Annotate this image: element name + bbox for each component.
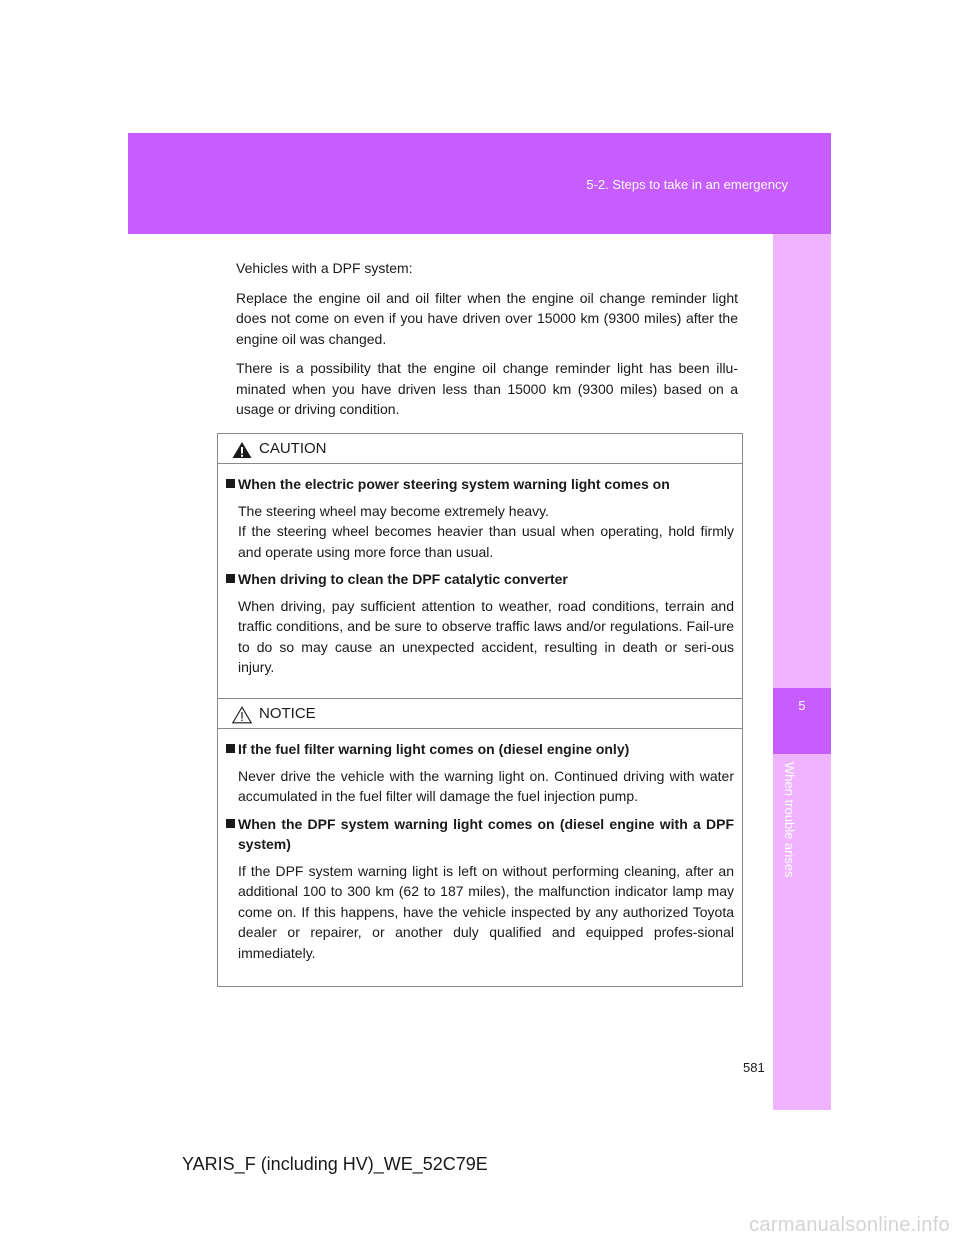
- square-bullet-icon: [226, 744, 235, 753]
- intro-paragraph: Replace the engine oil and oil filter when the engine oil change reminder light does not come on even if you have driven over 15000 km (9300 miles) after the engine oil was changed.: [236, 289, 738, 347]
- caution-label: CAUTION: [259, 440, 327, 457]
- square-bullet-icon: [226, 574, 235, 583]
- caution-item-title-text: When the electric power steering system warning light comes on: [238, 476, 670, 492]
- caution-header: [218, 434, 742, 464]
- chapter-number-box: [773, 688, 831, 754]
- square-bullet-icon: [226, 479, 235, 488]
- notice-item-title: [218, 814, 742, 855]
- warning-triangle-outline-icon: [232, 706, 252, 724]
- notice-body: [218, 729, 742, 986]
- notice-header: [218, 699, 742, 729]
- chapter-number: 5: [798, 698, 806, 713]
- intro-paragraph: There is a possibility that the engine oil change reminder light has been illu-minated when you have driven less than 15000 km (9300 miles) based on a usage or driving condition.: [236, 360, 738, 417]
- caution-body: [218, 464, 742, 701]
- caution-item-text: If the steering wheel becomes heavier than usual when operating, hold firmly and operate using more force than usual.: [238, 523, 734, 560]
- notice-item-text: If the DPF system warning light is left on without performing cleaning, after an additional 100 to 300 km (62 to 187 miles), the malfunction indicator lamp may come on. If this happens, have the vehicle inspected by any authorized Toyota dealer or repairer, or another duly qualified and equipped profes-sional immediately.: [238, 862, 734, 961]
- document-footer: YARIS_F (including HV)_WE_52C79E: [182, 1154, 488, 1174]
- chapter-side-tab: [773, 234, 831, 1110]
- caution-item-title: [218, 569, 742, 590]
- caution-item-text: The steering wheel may become extremely heavy.: [238, 502, 549, 519]
- caution-box: [217, 433, 743, 702]
- intro-heading: Vehicles with a DPF system:: [236, 260, 413, 276]
- notice-item-title: [218, 739, 742, 760]
- section-title: 5-2. Steps to take in an emergency: [586, 177, 788, 192]
- notice-label: NOTICE: [259, 705, 316, 722]
- warning-triangle-filled-icon: [232, 441, 252, 459]
- intro-section: [236, 258, 738, 429]
- caution-item-title: [218, 474, 742, 495]
- notice-item-title-text: When the DPF system warning light comes on (diesel engine with a DPF system): [238, 815, 734, 852]
- notice-item-title-text: If the fuel filter warning light comes on (diesel engine only): [238, 741, 630, 757]
- chapter-label: When trouble arises: [782, 762, 797, 878]
- notice-box: [217, 698, 743, 987]
- caution-item-title-text: When driving to clean the DPF catalytic converter: [238, 571, 568, 587]
- notice-item-text: Never drive the vehicle with the warning light on. Continued driving with water accumulated in the fuel filter will damage the fuel injection pump.: [238, 767, 734, 804]
- page-number: 581: [743, 1060, 765, 1075]
- watermark: carmanualsonline.info: [749, 1214, 950, 1236]
- header-band: [128, 133, 831, 234]
- caution-item-text: When driving, pay sufficient attention to weather, road conditions, terrain and traffic conditions, and be sure to observe traffic laws and/or regulations. Fail-ure to do so may cause an unexpected accident, resulting in death or seri-ous injury.: [238, 597, 734, 675]
- square-bullet-icon: [226, 819, 235, 828]
